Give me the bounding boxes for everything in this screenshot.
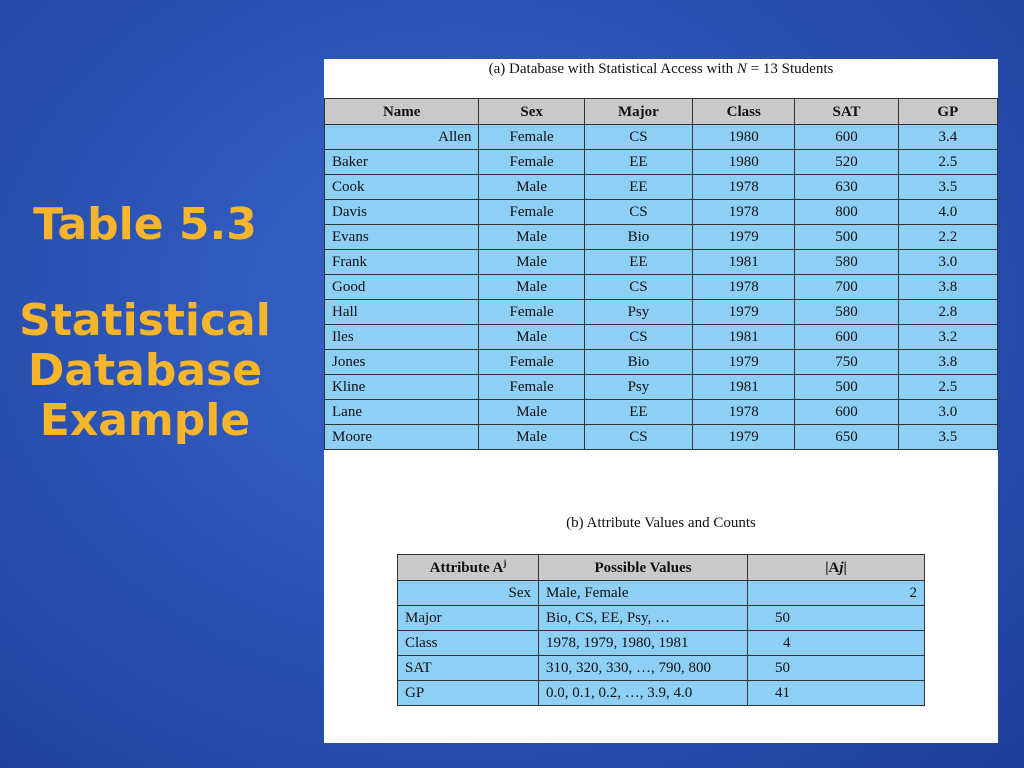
table-row xyxy=(325,225,998,250)
cell-sex: Female xyxy=(479,350,584,375)
cell-name: Frank xyxy=(325,250,479,275)
cell-attribute: Major xyxy=(398,606,539,631)
cell-major: Psy xyxy=(584,300,692,325)
table-row xyxy=(325,400,998,425)
attributes-table xyxy=(397,554,925,706)
cell-sat: 520 xyxy=(795,150,898,175)
cell-name: Good xyxy=(325,275,479,300)
cell-major: Bio xyxy=(584,350,692,375)
title-line-2: Statistical xyxy=(19,295,271,346)
cell-name: Moore xyxy=(325,425,479,450)
table-row xyxy=(325,125,998,150)
cell-name: Lane xyxy=(325,400,479,425)
cell-name: Iles xyxy=(325,325,479,350)
cell-attribute: SAT xyxy=(398,656,539,681)
cell-sex: Female xyxy=(479,375,584,400)
students-header-sex: Sex xyxy=(479,99,584,125)
values-header: Possible Values xyxy=(539,555,748,581)
cell-gp: 3.8 xyxy=(898,350,997,375)
cell-sat: 500 xyxy=(795,225,898,250)
cell-major: Psy xyxy=(584,375,692,400)
table-row xyxy=(325,250,998,275)
title-line-4: Example xyxy=(39,395,251,446)
cell-count: 2 xyxy=(748,581,925,606)
count-header xyxy=(748,555,925,581)
cell-class: 1979 xyxy=(693,425,795,450)
cell-attribute: Sex xyxy=(398,581,539,606)
cell-class: 1980 xyxy=(693,150,795,175)
cell-major: Bio xyxy=(584,225,692,250)
cell-major: EE xyxy=(584,175,692,200)
cell-sex: Male xyxy=(479,250,584,275)
cell-name: Allen xyxy=(325,125,479,150)
cell-count: 50 xyxy=(748,656,925,681)
table-row xyxy=(325,175,998,200)
table-row xyxy=(325,375,998,400)
cell-gp: 3.5 xyxy=(898,425,997,450)
cell-sex: Male xyxy=(479,400,584,425)
cell-sat: 800 xyxy=(795,200,898,225)
cell-name: Baker xyxy=(325,150,479,175)
cell-sat: 580 xyxy=(795,300,898,325)
table-a-caption xyxy=(324,60,998,78)
cell-gp: 4.0 xyxy=(898,200,997,225)
cell-name: Davis xyxy=(325,200,479,225)
cell-sex: Male xyxy=(479,175,584,200)
cell-class: 1979 xyxy=(693,350,795,375)
cell-count: 41 xyxy=(748,681,925,706)
cell-sat: 650 xyxy=(795,425,898,450)
cell-count: 4 xyxy=(748,631,925,656)
cell-sex: Male xyxy=(479,325,584,350)
cell-count: 50 xyxy=(748,606,925,631)
cell-class: 1978 xyxy=(693,175,795,200)
cell-class: 1978 xyxy=(693,200,795,225)
cell-sex: Male xyxy=(479,425,584,450)
cell-major: CS xyxy=(584,200,692,225)
table-row xyxy=(325,425,998,450)
table-row xyxy=(325,325,998,350)
cell-major: CS xyxy=(584,275,692,300)
cell-name: Kline xyxy=(325,375,479,400)
table-row xyxy=(398,656,925,681)
cell-sex: Female xyxy=(479,200,584,225)
cell-attribute: GP xyxy=(398,681,539,706)
cell-gp: 2.5 xyxy=(898,150,997,175)
cell-sat: 600 xyxy=(795,325,898,350)
cell-class: 1978 xyxy=(693,400,795,425)
count-header-sub: j xyxy=(839,559,844,576)
cell-gp: 2.2 xyxy=(898,225,997,250)
cell-major: EE xyxy=(584,400,692,425)
table-row xyxy=(398,631,925,656)
cell-sat: 500 xyxy=(795,375,898,400)
cell-sat: 580 xyxy=(795,250,898,275)
caption-a-prefix: (a) Database with Statistical Access with xyxy=(488,61,737,77)
cell-major: CS xyxy=(584,325,692,350)
attr-header xyxy=(398,555,539,581)
table-row xyxy=(325,350,998,375)
cell-possible-values: Male, Female xyxy=(539,581,748,606)
cell-gp: 3.2 xyxy=(898,325,997,350)
students-table xyxy=(324,98,998,450)
table-panel xyxy=(324,59,998,743)
cell-class: 1981 xyxy=(693,375,795,400)
cell-gp: 3.8 xyxy=(898,275,997,300)
attr-header-sup: j xyxy=(503,557,507,568)
table-row xyxy=(398,606,925,631)
students-header-name: Name xyxy=(325,99,479,125)
cell-name: Hall xyxy=(325,300,479,325)
students-header-gp: GP xyxy=(898,99,997,125)
cell-attribute: Class xyxy=(398,631,539,656)
attributes-header-row xyxy=(398,555,925,581)
cell-sat: 750 xyxy=(795,350,898,375)
slide-title xyxy=(0,200,290,446)
table-row xyxy=(398,681,925,706)
table-row xyxy=(325,150,998,175)
cell-class: 1978 xyxy=(693,275,795,300)
cell-possible-values: Bio, CS, EE, Psy, … xyxy=(539,606,748,631)
count-header-close: | xyxy=(843,559,847,576)
cell-sat: 630 xyxy=(795,175,898,200)
cell-major: CS xyxy=(584,125,692,150)
cell-sex: Female xyxy=(479,125,584,150)
caption-a-suffix: = 13 Students xyxy=(746,61,834,77)
students-header-major: Major xyxy=(584,99,692,125)
cell-major: CS xyxy=(584,425,692,450)
attr-header-label: Attribute A xyxy=(429,559,504,576)
table-row xyxy=(398,581,925,606)
cell-gp: 2.5 xyxy=(898,375,997,400)
cell-gp: 3.4 xyxy=(898,125,997,150)
cell-name: Jones xyxy=(325,350,479,375)
cell-class: 1979 xyxy=(693,225,795,250)
cell-sat: 700 xyxy=(795,275,898,300)
table-row xyxy=(325,200,998,225)
cell-possible-values: 310, 320, 330, …, 790, 800 xyxy=(539,656,748,681)
cell-class: 1979 xyxy=(693,300,795,325)
cell-gp: 2.8 xyxy=(898,300,997,325)
caption-a-n: N xyxy=(736,61,747,77)
students-header-sat: SAT xyxy=(795,99,898,125)
title-line-1: Table 5.3 xyxy=(33,199,257,250)
cell-possible-values: 0.0, 0.1, 0.2, …, 3.9, 4.0 xyxy=(539,681,748,706)
table-row xyxy=(325,275,998,300)
cell-sat: 600 xyxy=(795,125,898,150)
cell-gp: 3.0 xyxy=(898,250,997,275)
table-row xyxy=(325,300,998,325)
cell-possible-values: 1978, 1979, 1980, 1981 xyxy=(539,631,748,656)
cell-sex: Female xyxy=(479,150,584,175)
cell-name: Cook xyxy=(325,175,479,200)
cell-sex: Female xyxy=(479,300,584,325)
cell-sex: Male xyxy=(479,275,584,300)
cell-major: EE xyxy=(584,250,692,275)
cell-sex: Male xyxy=(479,225,584,250)
cell-class: 1981 xyxy=(693,250,795,275)
students-header-row xyxy=(325,99,998,125)
table-b-caption: (b) Attribute Values and Counts xyxy=(566,515,756,531)
cell-gp: 3.5 xyxy=(898,175,997,200)
cell-name: Evans xyxy=(325,225,479,250)
cell-class: 1981 xyxy=(693,325,795,350)
cell-major: EE xyxy=(584,150,692,175)
count-header-open: |A xyxy=(825,559,840,576)
cell-class: 1980 xyxy=(693,125,795,150)
cell-sat: 600 xyxy=(795,400,898,425)
cell-gp: 3.0 xyxy=(898,400,997,425)
students-header-class: Class xyxy=(693,99,795,125)
title-line-3: Database xyxy=(27,345,263,396)
